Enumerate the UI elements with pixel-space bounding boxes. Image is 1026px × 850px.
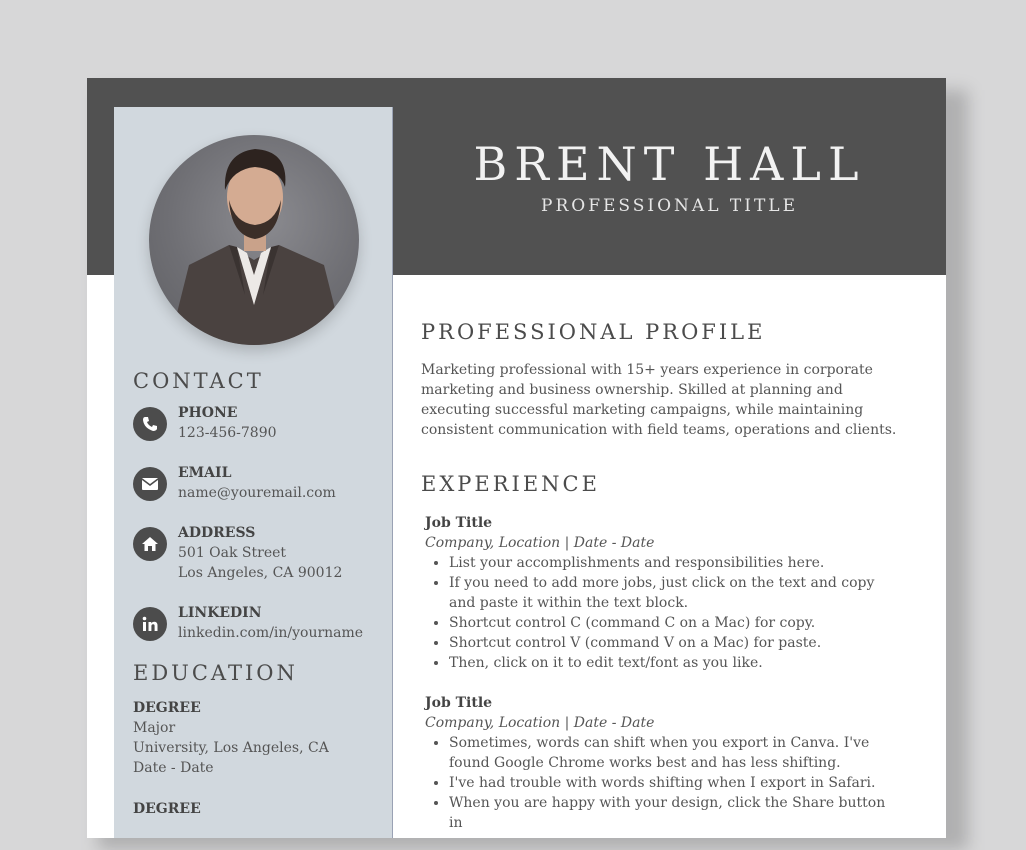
education-school: University, Los Angeles, CA: [133, 740, 329, 756]
professional-title: PROFESSIONAL TITLE: [541, 196, 798, 216]
phone-icon: [133, 407, 167, 441]
contact-label: EMAIL: [178, 465, 232, 481]
contact-value: name@youremail.com: [178, 485, 336, 501]
candidate-name: BRENT HALL: [473, 137, 866, 191]
envelope-icon: [133, 467, 167, 501]
list-item: • Sometimes, words can shift when you export in Canva. I've found Google Chrome works best and has less shifting.: [449, 733, 895, 773]
profile-heading: PROFESSIONAL PROFILE: [421, 320, 766, 344]
job-entry: [425, 513, 895, 673]
list-item: • Shortcut control C (command C on a Mac) for copy.: [449, 613, 895, 633]
list-item: • If you need to add more jobs, just click on the text and copy and paste it within the text block.: [449, 573, 895, 613]
sidebar: [114, 107, 393, 838]
home-icon: [133, 527, 167, 561]
job-company: Company, Location | Date - Date: [425, 715, 655, 731]
contact-linkedin: [133, 603, 383, 653]
education-major: Major: [133, 720, 176, 736]
experience-heading: EXPERIENCE: [421, 472, 600, 496]
job-entry: [425, 693, 895, 833]
contact-value: 501 Oak Street Los Angeles, CA 90012: [178, 545, 343, 581]
job-bullets: [425, 733, 895, 833]
list-item: • List your accomplishments and responsibilities here.: [449, 553, 895, 573]
job-company: Company, Location | Date - Date: [425, 535, 655, 551]
education-entry: [133, 799, 201, 819]
job-bullets: [425, 553, 895, 673]
list-item: • I've had trouble with words shifting when I export in Safari.: [449, 773, 895, 793]
education-entry: [133, 698, 329, 778]
education-heading: EDUCATION: [133, 661, 298, 685]
education-degree: DEGREE: [133, 700, 201, 716]
education-degree: DEGREE: [133, 801, 201, 817]
contact-address: [133, 523, 383, 593]
list-item: • Shortcut control V (command V on a Mac) for paste.: [449, 633, 895, 653]
resume-page: [87, 78, 946, 838]
contact-heading: CONTACT: [133, 369, 264, 393]
contact-label: PHONE: [178, 405, 238, 421]
profile-text: Marketing professional with 15+ years experience in corporate marketing and business ownership. Skilled at planning and executing successful marketing campaigns, while maintaining consistent communication with field teams, operations and clients.: [421, 362, 897, 438]
contact-label: LINKEDIN: [178, 605, 262, 621]
contact-label: ADDRESS: [178, 525, 256, 541]
job-title: Job Title: [425, 695, 493, 711]
contact-phone: [133, 403, 383, 453]
contact-email: [133, 463, 383, 513]
profile-photo: [149, 135, 359, 345]
education-dates: Date - Date: [133, 760, 214, 776]
list-item: • Then, click on it to edit text/font as you like.: [449, 653, 895, 673]
linkedin-icon: [133, 607, 167, 641]
job-title: Job Title: [425, 515, 493, 531]
list-item: • When you are happy with your design, click the Share button in: [449, 793, 895, 833]
contact-value: linkedin.com/in/yourname: [178, 625, 364, 641]
contact-value: 123-456-7890: [178, 425, 277, 441]
